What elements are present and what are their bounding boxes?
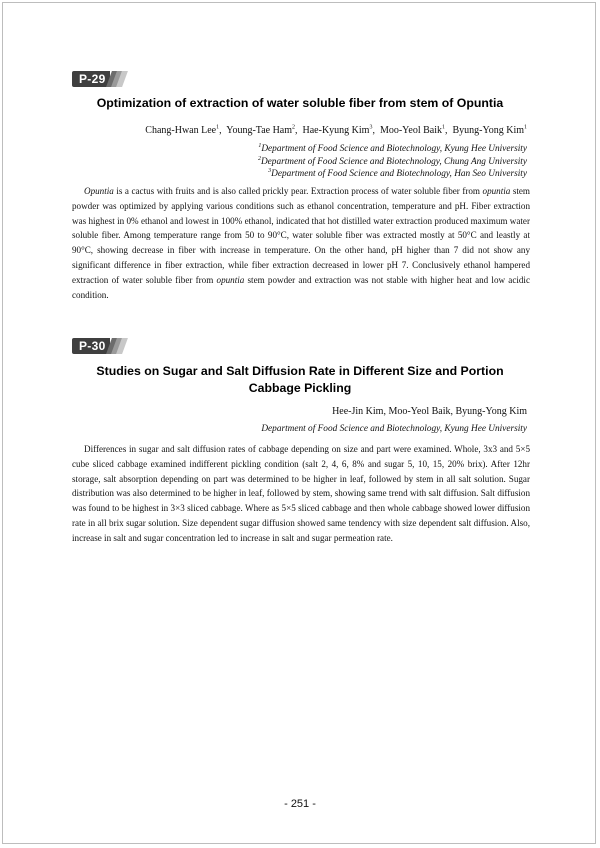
badge-stripes — [110, 71, 125, 87]
abstract-text: is a cactus with fruits and is also called prickly pear. Extraction process of water soluble fiber from — [113, 186, 483, 196]
affil-mark: 1 — [258, 142, 262, 149]
author-affil-mark: 1 — [442, 124, 445, 131]
author-affil-mark: 1 — [524, 124, 527, 131]
abstract-italic: Opuntia — [84, 186, 114, 196]
author-name: Hae-Kyung Kim — [302, 125, 370, 136]
affiliation-line — [258, 168, 527, 181]
affil-text: Department of Food Science and Biotechnology, Han Seo University — [271, 169, 527, 179]
affil-mark: 3 — [268, 167, 272, 174]
author-list-p30: Hee-Jin Kim, Moo-Yeol Baik, Byung-Yong Kim — [332, 406, 527, 417]
author-name: Young-Tae Ham — [226, 125, 293, 136]
paper-title-p29: Optimization of extraction of water soluble fiber from stem of Opuntia — [96, 96, 504, 110]
poster-badge-p30 — [72, 338, 125, 354]
page-number: - 251 - — [284, 798, 316, 810]
affiliation-line — [258, 143, 527, 156]
poster-badge-p29 — [72, 71, 125, 87]
abstract-text: stem powder was optimized by applying various conditions such as ethanol concentration, temperature and pH. Fiber extraction was highest in 0% ethanol and lowest in 100% ethanol, indicated that hot distilled water extraction produced maximum water soluble fiber. Among temperature range from 50 to 90°C, water soluble fiber was extracted mostly at 50°C and leastly at 90°C, showing decrease in fiber with increase in temperature. On the other hand, pH higher than 7 did not show any significant difference in fiber extraction, while fiber extraction decreased in lower pH 7. Conclusively ethanol hampered extraction of water soluble fiber from — [72, 186, 531, 285]
affiliation-line — [258, 156, 527, 169]
affil-mark: 2 — [257, 155, 261, 162]
abstract-text: stem powder and extraction was not stable with higher heat and low acidic condition. — [72, 274, 530, 300]
author-name: Byung-Yong Kim — [452, 125, 524, 136]
author-affil-mark: 1 — [216, 124, 220, 131]
affiliation-p30: Department of Food Science and Biotechnology, Kyung Hee University — [261, 424, 527, 434]
badge-label: P-30 — [72, 338, 110, 354]
abstract-italic: opuntia — [482, 186, 511, 196]
abstract-p29 — [72, 184, 530, 302]
badge-stripes — [110, 338, 125, 354]
affil-text: Department of Food Science and Biotechnology, Kyung Hee University — [261, 144, 527, 154]
author-affil-mark: 3 — [369, 124, 373, 131]
badge-label: P-29 — [72, 71, 110, 87]
paper-title-p30: Studies on Sugar and Salt Diffusion Rate in Different Size and Portion Cabbage Pickling — [96, 364, 504, 395]
author-list-p29: Chang-Hwan Lee$^1$, Young-Tae Ham$^2$, Hae-Kyung Kim$^3$, Moo-Yeol Baik$^1$, Byung-Yong Kim$^1$ — [145, 124, 527, 136]
abstract-italic: opuntia — [216, 274, 245, 285]
author-name: Moo-Yeol Baik — [379, 125, 442, 136]
author-affil-mark: 2 — [292, 124, 296, 131]
abstract-p30: Differences in sugar and salt diffusion rates of cabbage depending on size and part were examined. Whole, 3x3 and 5×5 cube sliced cabbage examined indifferent pickling condition (salt 2, 4, 6, 8% and sugar 5, 10, 15, 20% brix). After 12hr storage, salt absorption depending on part was determined to be higher in leaf, followed by stem in all salt solution. Sugar distribution was also determined to be higher in leaf, followed by stem, showing same trend with salt diffusion. Salt diffusion was found to be highest in 3×3 sliced cabbage. Where as 5×5 sliced cabbage and then whole cabbage showed lower diffusion rate in all brix sugar solution. Size dependent sugar diffusion showed same tendency with size dependent salt diffusion. Also, increase in salt and sugar concentration led to increase in salt and sugar permeation rate. — [72, 444, 530, 543]
author-name: Chang-Hwan Lee — [145, 125, 217, 136]
affil-text: Department of Food Science and Biotechnology, Chung Ang University — [260, 156, 527, 167]
affiliations-p29 — [258, 143, 527, 181]
